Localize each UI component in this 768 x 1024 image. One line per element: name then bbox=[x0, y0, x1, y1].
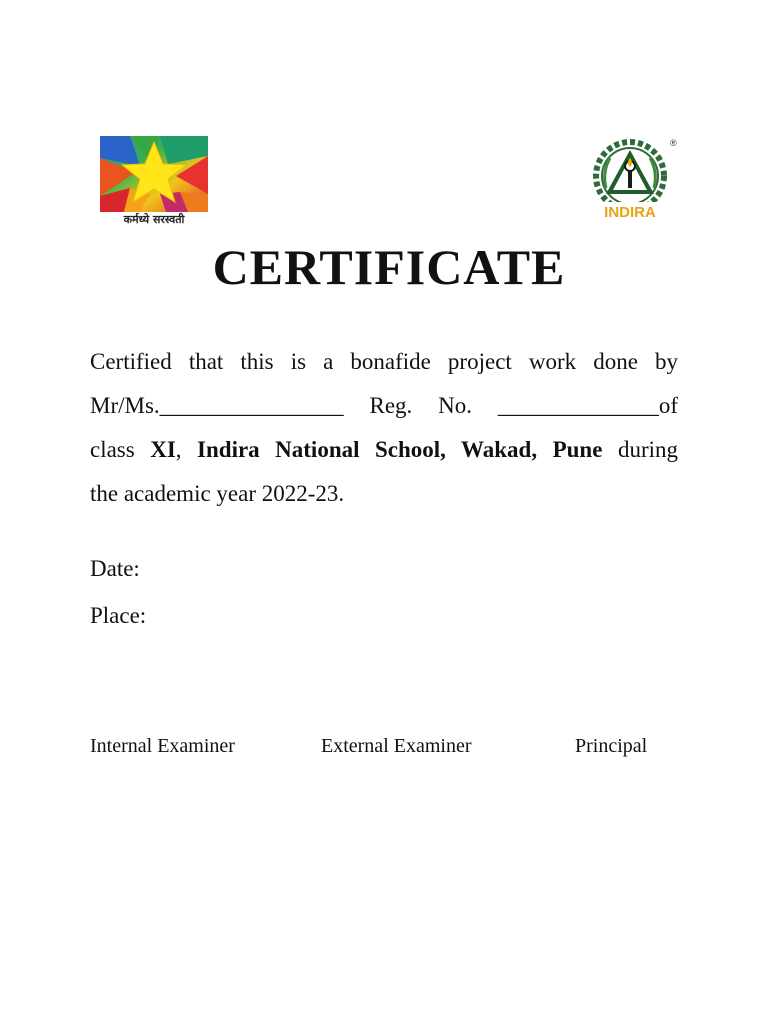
registered-mark: ® bbox=[670, 138, 677, 148]
body-line-4: the academic year 2022-23. bbox=[90, 481, 345, 506]
during-word: during bbox=[617, 437, 678, 462]
comma: , bbox=[175, 437, 182, 462]
class-value: XI bbox=[150, 437, 176, 462]
external-examiner-signature: External Examiner bbox=[321, 735, 472, 757]
name-blank: ________________ bbox=[159, 393, 344, 418]
school-motto: कर्मध्ये सरस्वती bbox=[123, 213, 185, 226]
indira-gear-emblem-icon bbox=[584, 136, 680, 228]
class-word: class bbox=[90, 437, 135, 462]
reg-no-blank: ______________ bbox=[497, 393, 659, 418]
body-line-3 bbox=[90, 428, 678, 472]
date-label: Date: bbox=[90, 556, 140, 581]
principal-signature: Principal bbox=[575, 735, 648, 757]
of-word: of bbox=[658, 393, 678, 418]
body-line-2 bbox=[90, 384, 678, 428]
mr-ms-label: Mr/Ms. bbox=[90, 393, 160, 418]
certificate-body bbox=[90, 340, 678, 516]
school-logo-left bbox=[100, 136, 208, 230]
star-hands-logo-icon bbox=[100, 136, 208, 212]
internal-examiner-signature: Internal Examiner bbox=[90, 735, 235, 757]
certificate-title: CERTIFICATE bbox=[212, 239, 566, 295]
indira-logo-label: INDIRA bbox=[604, 204, 656, 221]
indira-logo-right bbox=[584, 136, 680, 228]
place-label: Place: bbox=[90, 603, 147, 628]
body-line-1: Certified that this is a bonafide project work done by bbox=[90, 349, 678, 374]
reg-no-label: Reg. No. bbox=[369, 393, 472, 418]
school-name: Indira National School, Wakad, Pune bbox=[197, 437, 603, 462]
